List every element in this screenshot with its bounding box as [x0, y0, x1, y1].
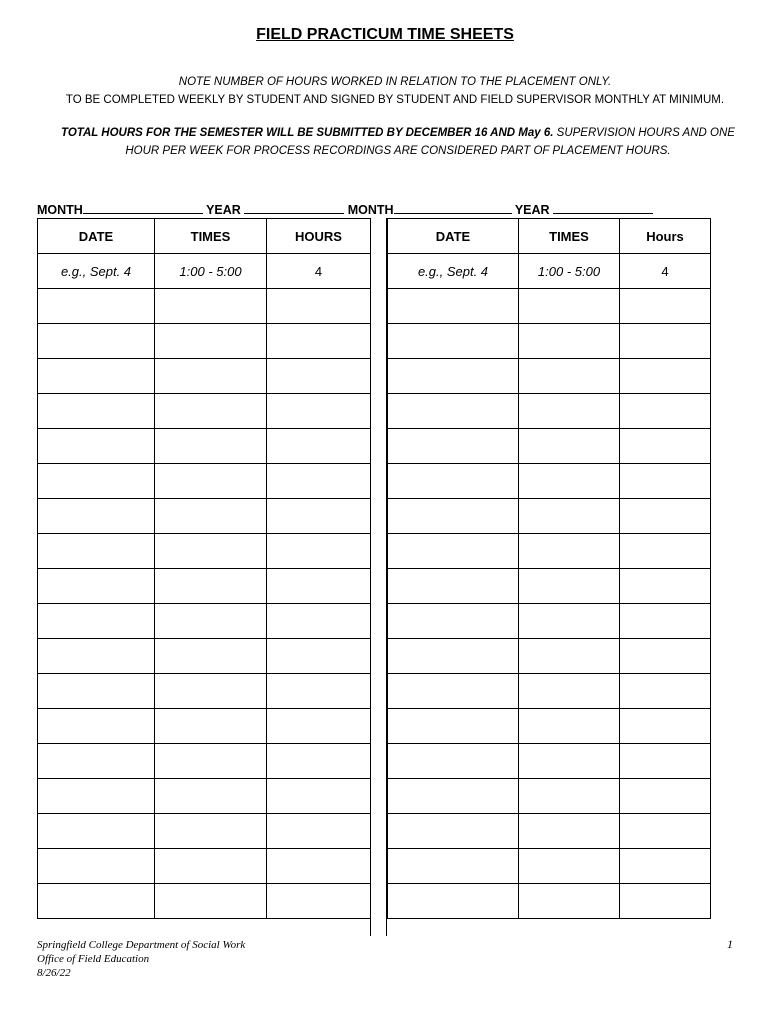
entry-row — [388, 709, 711, 744]
hours-cell[interactable] — [267, 674, 371, 709]
hours-cell[interactable] — [267, 359, 371, 394]
date-cell[interactable] — [38, 534, 155, 569]
hours-cell[interactable] — [267, 464, 371, 499]
times-cell[interactable] — [519, 779, 620, 814]
month-label-1: MONTH — [37, 203, 83, 217]
times-cell[interactable] — [519, 884, 620, 919]
date-cell[interactable] — [38, 779, 155, 814]
times-cell[interactable] — [155, 639, 267, 674]
times-cell[interactable] — [155, 499, 267, 534]
right-time-table — [387, 218, 711, 919]
date-cell[interactable] — [38, 884, 155, 919]
date-cell[interactable] — [388, 429, 519, 464]
hours-cell[interactable] — [267, 744, 371, 779]
footer — [37, 938, 245, 980]
entry-row — [388, 814, 711, 849]
hours-cell[interactable] — [620, 744, 711, 779]
page-number: 1 — [727, 937, 733, 951]
year-field-1[interactable] — [244, 201, 344, 214]
entry-row — [388, 394, 711, 429]
times-cell[interactable] — [155, 604, 267, 639]
entry-row — [38, 744, 371, 779]
example-row — [388, 254, 711, 289]
entry-row — [38, 884, 371, 919]
date-header: DATE — [388, 219, 519, 254]
times-cell[interactable] — [155, 674, 267, 709]
note-total-hours-rest: SUPERVISION HOURS AND ONE HOUR PER WEEK FOR PROCESS RECORDINGS ARE CONSIDERED PART OF PLACEMENT HOURS. — [125, 127, 735, 157]
entry-row — [38, 779, 371, 814]
year-label-1: YEAR — [202, 203, 245, 217]
entry-row — [388, 429, 711, 464]
hours-cell[interactable] — [620, 289, 711, 324]
date-cell[interactable] — [38, 289, 155, 324]
example-hours: 4 — [620, 254, 711, 289]
month-label-2: MONTH — [344, 203, 394, 217]
header-row — [38, 219, 371, 254]
times-cell[interactable] — [155, 884, 267, 919]
entry-row — [388, 744, 711, 779]
note-hours-placement: NOTE NUMBER OF HOURS WORKED IN RELATION TO THE PLACEMENT ONLY. — [178, 76, 612, 88]
date-cell[interactable] — [388, 289, 519, 324]
entry-row — [388, 884, 711, 919]
entry-row — [388, 499, 711, 534]
hours-cell[interactable] — [620, 499, 711, 534]
times-cell[interactable] — [519, 744, 620, 779]
date-cell[interactable] — [388, 639, 519, 674]
entry-row — [388, 674, 711, 709]
hours-cell[interactable] — [620, 569, 711, 604]
times-cell[interactable] — [155, 849, 267, 884]
hours-cell[interactable] — [620, 604, 711, 639]
date-cell[interactable] — [388, 324, 519, 359]
hours-header: HOURS — [267, 219, 371, 254]
date-cell[interactable] — [388, 709, 519, 744]
hours-cell[interactable] — [267, 849, 371, 884]
footer-date: 8/26/22 — [37, 967, 71, 979]
times-cell[interactable] — [155, 359, 267, 394]
entry-row — [388, 849, 711, 884]
hours-cell[interactable] — [267, 779, 371, 814]
times-cell[interactable] — [519, 569, 620, 604]
entry-row — [388, 324, 711, 359]
date-cell[interactable] — [38, 429, 155, 464]
entry-row — [38, 324, 371, 359]
month-field-2[interactable] — [394, 201, 512, 214]
hours-cell[interactable] — [620, 429, 711, 464]
left-time-table — [37, 218, 371, 919]
times-cell[interactable] — [155, 429, 267, 464]
year-label-2: YEAR — [511, 203, 554, 217]
times-cell[interactable] — [519, 604, 620, 639]
entry-row — [388, 359, 711, 394]
entry-row — [38, 289, 371, 324]
times-cell[interactable] — [155, 534, 267, 569]
month-year-line — [37, 201, 717, 217]
hours-cell[interactable] — [620, 849, 711, 884]
table-divider — [370, 218, 387, 936]
times-cell[interactable] — [519, 534, 620, 569]
entry-row — [38, 604, 371, 639]
entry-row — [38, 569, 371, 604]
hours-cell[interactable] — [267, 429, 371, 464]
note-weekly-completion: TO BE COMPLETED WEEKLY BY STUDENT AND SIGNED BY STUDENT AND FIELD SUPERVISOR MONTHLY AT MINIMUM. — [65, 94, 725, 106]
times-cell[interactable] — [519, 674, 620, 709]
times-cell[interactable] — [155, 324, 267, 359]
hours-cell[interactable] — [620, 394, 711, 429]
note-total-hours-bold: TOTAL HOURS FOR THE SEMESTER WILL BE SUBMITTED BY DECEMBER 16 AND May 6. — [61, 127, 554, 139]
date-cell[interactable] — [38, 359, 155, 394]
entry-row — [38, 464, 371, 499]
entry-row — [38, 849, 371, 884]
example-date: e.g., Sept. 4 — [38, 254, 155, 289]
date-cell[interactable] — [38, 569, 155, 604]
example-hours: 4 — [267, 254, 371, 289]
times-cell[interactable] — [519, 464, 620, 499]
times-cell[interactable] — [519, 499, 620, 534]
hours-cell[interactable] — [620, 709, 711, 744]
hours-cell[interactable] — [267, 499, 371, 534]
date-cell[interactable] — [388, 849, 519, 884]
date-cell[interactable] — [388, 674, 519, 709]
footer-office: Office of Field Education — [37, 953, 150, 965]
example-row — [38, 254, 371, 289]
year-field-2[interactable] — [553, 201, 653, 214]
entry-row — [38, 394, 371, 429]
times-cell[interactable] — [519, 849, 620, 884]
hours-cell[interactable] — [620, 464, 711, 499]
date-cell[interactable] — [388, 569, 519, 604]
date-cell[interactable] — [388, 394, 519, 429]
times-cell[interactable] — [155, 709, 267, 744]
entry-row — [388, 534, 711, 569]
date-cell[interactable] — [388, 359, 519, 394]
times-cell[interactable] — [519, 289, 620, 324]
date-cell[interactable] — [38, 324, 155, 359]
date-cell[interactable] — [38, 499, 155, 534]
date-cell[interactable] — [38, 814, 155, 849]
times-cell[interactable] — [155, 394, 267, 429]
date-cell[interactable] — [388, 814, 519, 849]
hours-cell[interactable] — [620, 359, 711, 394]
times-cell[interactable] — [519, 814, 620, 849]
hours-cell[interactable] — [620, 534, 711, 569]
date-cell[interactable] — [388, 744, 519, 779]
date-cell[interactable] — [38, 464, 155, 499]
times-cell[interactable] — [155, 289, 267, 324]
date-cell[interactable] — [388, 534, 519, 569]
times-cell[interactable] — [155, 569, 267, 604]
times-header: TIMES — [155, 219, 267, 254]
hours-cell[interactable] — [267, 534, 371, 569]
date-cell[interactable] — [388, 779, 519, 814]
hours-cell[interactable] — [620, 884, 711, 919]
entry-row — [38, 674, 371, 709]
hours-cell[interactable] — [267, 289, 371, 324]
entry-row — [38, 639, 371, 674]
hours-cell[interactable] — [267, 569, 371, 604]
entry-row — [388, 639, 711, 674]
note-total-hours — [48, 124, 748, 160]
times-cell[interactable] — [155, 464, 267, 499]
hours-cell[interactable] — [267, 884, 371, 919]
entry-row — [388, 779, 711, 814]
date-cell[interactable] — [38, 744, 155, 779]
date-cell[interactable] — [38, 674, 155, 709]
times-cell[interactable] — [519, 359, 620, 394]
date-cell[interactable] — [388, 499, 519, 534]
entry-row — [38, 429, 371, 464]
hours-cell[interactable] — [267, 814, 371, 849]
entry-row — [38, 499, 371, 534]
example-times: 1:00 - 5:00 — [519, 254, 620, 289]
hours-cell[interactable] — [620, 639, 711, 674]
entry-row — [388, 569, 711, 604]
hours-cell[interactable] — [620, 674, 711, 709]
hours-cell[interactable] — [267, 324, 371, 359]
entry-row — [38, 814, 371, 849]
date-cell[interactable] — [38, 604, 155, 639]
times-header: TIMES — [519, 219, 620, 254]
hours-cell[interactable] — [620, 779, 711, 814]
date-cell[interactable] — [388, 604, 519, 639]
date-cell[interactable] — [388, 884, 519, 919]
times-cell[interactable] — [155, 744, 267, 779]
entry-row — [38, 534, 371, 569]
times-cell[interactable] — [155, 814, 267, 849]
date-cell[interactable] — [38, 849, 155, 884]
header-row — [388, 219, 711, 254]
hours-cell[interactable] — [267, 709, 371, 744]
hours-cell[interactable] — [620, 814, 711, 849]
date-cell[interactable] — [38, 709, 155, 744]
example-times: 1:00 - 5:00 — [155, 254, 267, 289]
example-date: e.g., Sept. 4 — [388, 254, 519, 289]
hours-cell[interactable] — [267, 394, 371, 429]
times-cell[interactable] — [519, 394, 620, 429]
hours-cell[interactable] — [267, 639, 371, 674]
times-cell[interactable] — [519, 429, 620, 464]
month-field-1[interactable] — [83, 201, 203, 214]
date-header: DATE — [38, 219, 155, 254]
entry-row — [388, 604, 711, 639]
date-cell[interactable] — [38, 639, 155, 674]
entry-row — [38, 359, 371, 394]
footer-department: Springfield College Department of Social Work — [37, 939, 246, 951]
page-title: FIELD PRACTICUM TIME SHEETS — [256, 26, 514, 43]
entry-row — [38, 709, 371, 744]
times-cell[interactable] — [519, 324, 620, 359]
entry-row — [388, 289, 711, 324]
times-cell[interactable] — [519, 639, 620, 674]
date-cell[interactable] — [388, 464, 519, 499]
date-cell[interactable] — [38, 394, 155, 429]
hours-cell[interactable] — [267, 604, 371, 639]
times-cell[interactable] — [155, 779, 267, 814]
hours-header: Hours — [620, 219, 711, 254]
entry-row — [388, 464, 711, 499]
times-cell[interactable] — [519, 709, 620, 744]
hours-cell[interactable] — [620, 324, 711, 359]
